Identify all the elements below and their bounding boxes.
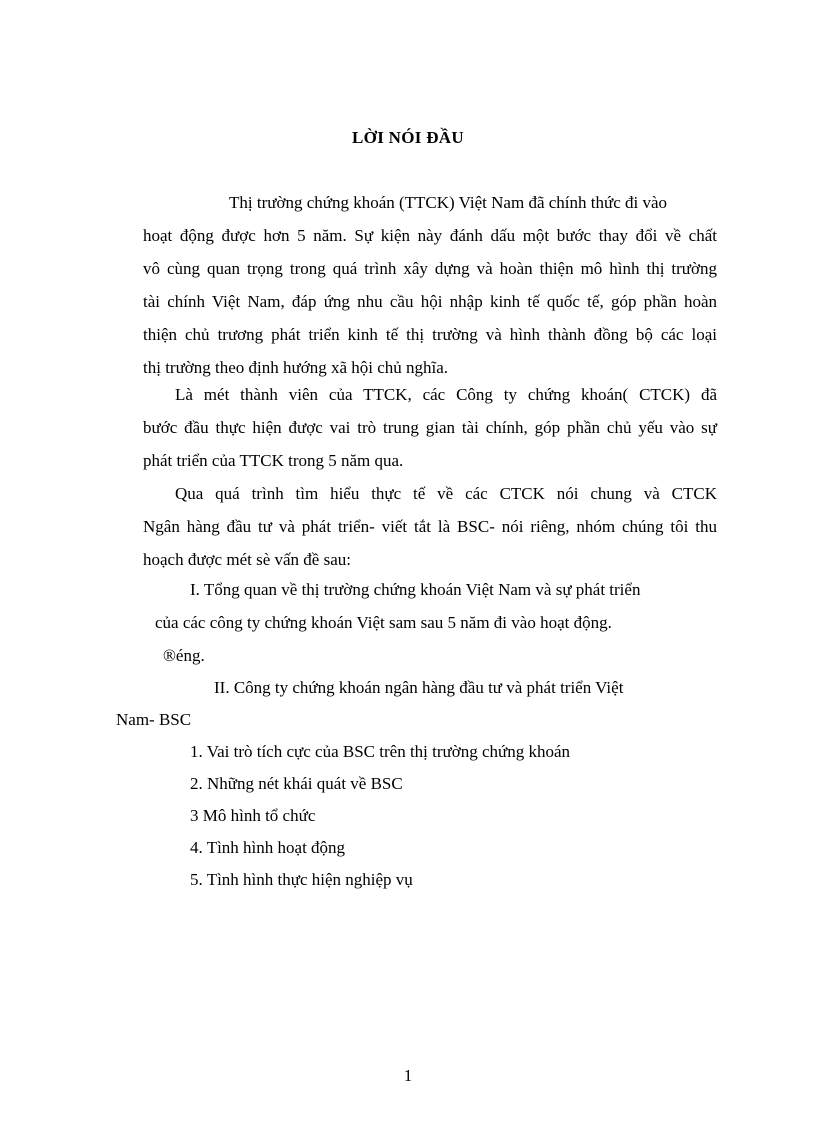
paragraph-line: Thị trường chứng khoán (TTCK) Việt Nam đã chính thức đi vào <box>229 193 668 212</box>
paragraph-intro <box>143 186 717 384</box>
paragraph-line: Qua quá trình tìm hiểu thực tế về các CTCK nói chung và CTCK <box>175 484 717 503</box>
page-number: 1 <box>403 1066 413 1085</box>
paragraph-line: Ngân hàng đầu tư và phát triển- viết tắt là BSC- nói riêng, nhóm chúng tôi thu <box>143 517 717 536</box>
section-1-heading: I. Tổng quan về thị trường chứng khoán Việt Nam và sự phát triển <box>190 580 641 599</box>
section-1-stray-text: ®éng. <box>163 646 205 665</box>
section-2-heading-continued: Nam- BSC <box>116 710 192 729</box>
paragraph-line: hoạch được mét sè vấn đề sau: <box>143 550 351 569</box>
paragraph-line: vô cùng quan trọng trong quá trình xây dựng và hoàn thiện mô hình thị trường <box>143 259 717 278</box>
list-item: 3 Mô hình tổ chức <box>190 806 316 825</box>
paragraph-findings <box>143 477 717 576</box>
list-item: 4. Tình hình hoạt động <box>190 838 346 857</box>
paragraph-ctck-role <box>143 378 717 477</box>
section-2-heading: II. Công ty chứng khoán ngân hàng đầu tư và phát triển Việt <box>214 678 624 697</box>
paragraph-line: bước đầu thực hiện được vai trò trung gian tài chính, góp phần chủ yếu vào sự <box>143 418 717 437</box>
section-1-heading-continued: của các công ty chứng khoán Việt sam sau 5 năm đi vào hoạt động. <box>155 613 612 632</box>
paragraph-line: Là mét thành viên của TTCK, các Công ty chứng khoán( CTCK) đã <box>175 385 717 404</box>
page-title: LỜI NÓI ĐẦU <box>352 128 464 147</box>
paragraph-line: phát triển của TTCK trong 5 năm qua. <box>143 451 404 470</box>
list-item: 2. Những nét khái quát về BSC <box>190 774 403 793</box>
list-item: 5. Tình hình thực hiện nghiệp vụ <box>190 870 413 889</box>
list-item: 1. Vai trò tích cực của BSC trên thị trường chứng khoán <box>190 742 571 761</box>
paragraph-line: hoạt động được hơn 5 năm. Sự kiện này đánh dấu một bước thay đổi về chất <box>143 226 717 245</box>
paragraph-line: thị trường theo định hướng xã hội chủ nghĩa. <box>143 358 449 377</box>
paragraph-line: tài chính Việt Nam, đáp ứng nhu cầu hội nhập kinh tế quốc tế, góp phần hoàn <box>143 292 717 311</box>
paragraph-line: thiện chủ trương phát triển kinh tế thị trường và hình thành đồng bộ các loại <box>143 325 717 344</box>
